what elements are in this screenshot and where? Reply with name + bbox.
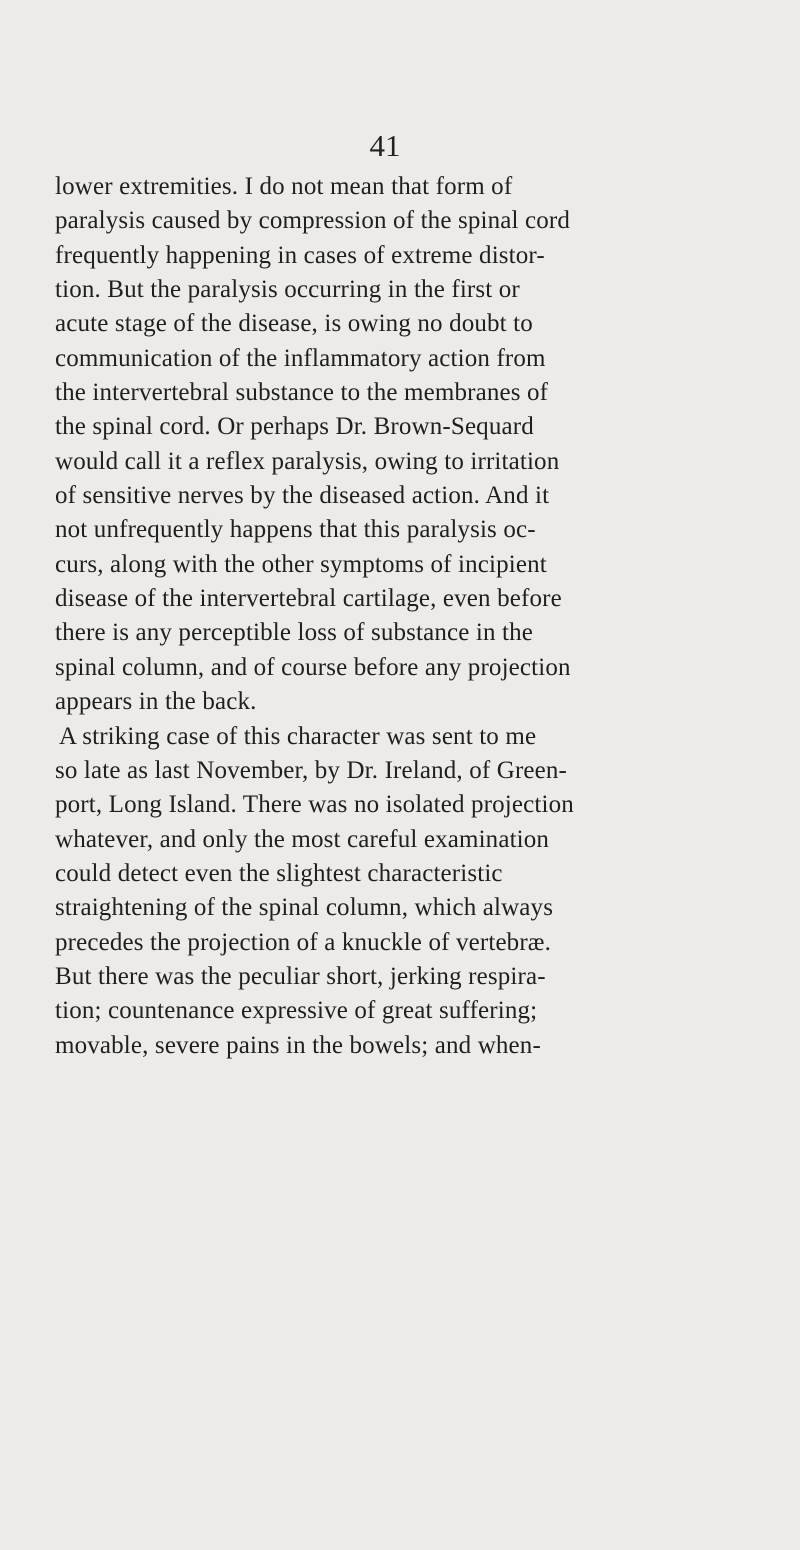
text-line: paralysis caused by compression of the spinal cord <box>55 207 571 235</box>
text-line: spinal column, and of course before any projection <box>55 653 571 681</box>
text-line: straightening of the spinal column, which always <box>55 894 554 922</box>
text-line: of sensitive nerves by the diseased action. And it <box>55 482 550 510</box>
text-line: acute stage of the disease, is owing no doubt to <box>55 310 533 338</box>
text-line: whatever, and only the most careful examination <box>55 825 550 853</box>
text-line: tion. But the paralysis occurring in the first or <box>55 276 520 304</box>
text-line: movable, severe pains in the bowels; and when- <box>55 1031 541 1059</box>
text-line: curs, along with the other symptoms of incipient <box>55 550 547 578</box>
text-line: appears in the back. <box>55 688 257 716</box>
text-line: lower extremities. I do not mean that form of <box>55 173 513 200</box>
text-line: so late as last November, by Dr. Ireland, of Green- <box>55 756 568 784</box>
text-line: precedes the projection of a knuckle of vertebræ. <box>55 928 552 956</box>
text-line: could detect even the slightest characteristic <box>55 859 503 887</box>
paragraph-start-line: A striking case of this character was sent to me <box>59 722 537 750</box>
text-line: port, Long Island. There was no isolated projection <box>55 791 574 819</box>
text-line: tion; countenance expressive of great suffering; <box>55 997 538 1025</box>
text-line: the spinal cord. Or perhaps Dr. Brown-Sequard <box>55 413 534 441</box>
text-line: would call it a reflex paralysis, owing to irritation <box>55 447 560 475</box>
body-text <box>55 170 715 1063</box>
page-number: 41 <box>369 128 401 163</box>
text-line: there is any perceptible loss of substance in the <box>55 619 534 647</box>
text-line: communication of the inflammatory action from <box>55 344 546 372</box>
text-line: frequently happening in cases of extreme distor- <box>55 241 545 269</box>
text-line: disease of the intervertebral cartilage, even before <box>55 585 562 613</box>
text-line: the intervertebral substance to the membranes of <box>55 379 549 407</box>
text-line: But there was the peculiar short, jerking respira- <box>55 962 546 990</box>
text-line: not unfrequently happens that this paralysis oc- <box>55 516 536 544</box>
